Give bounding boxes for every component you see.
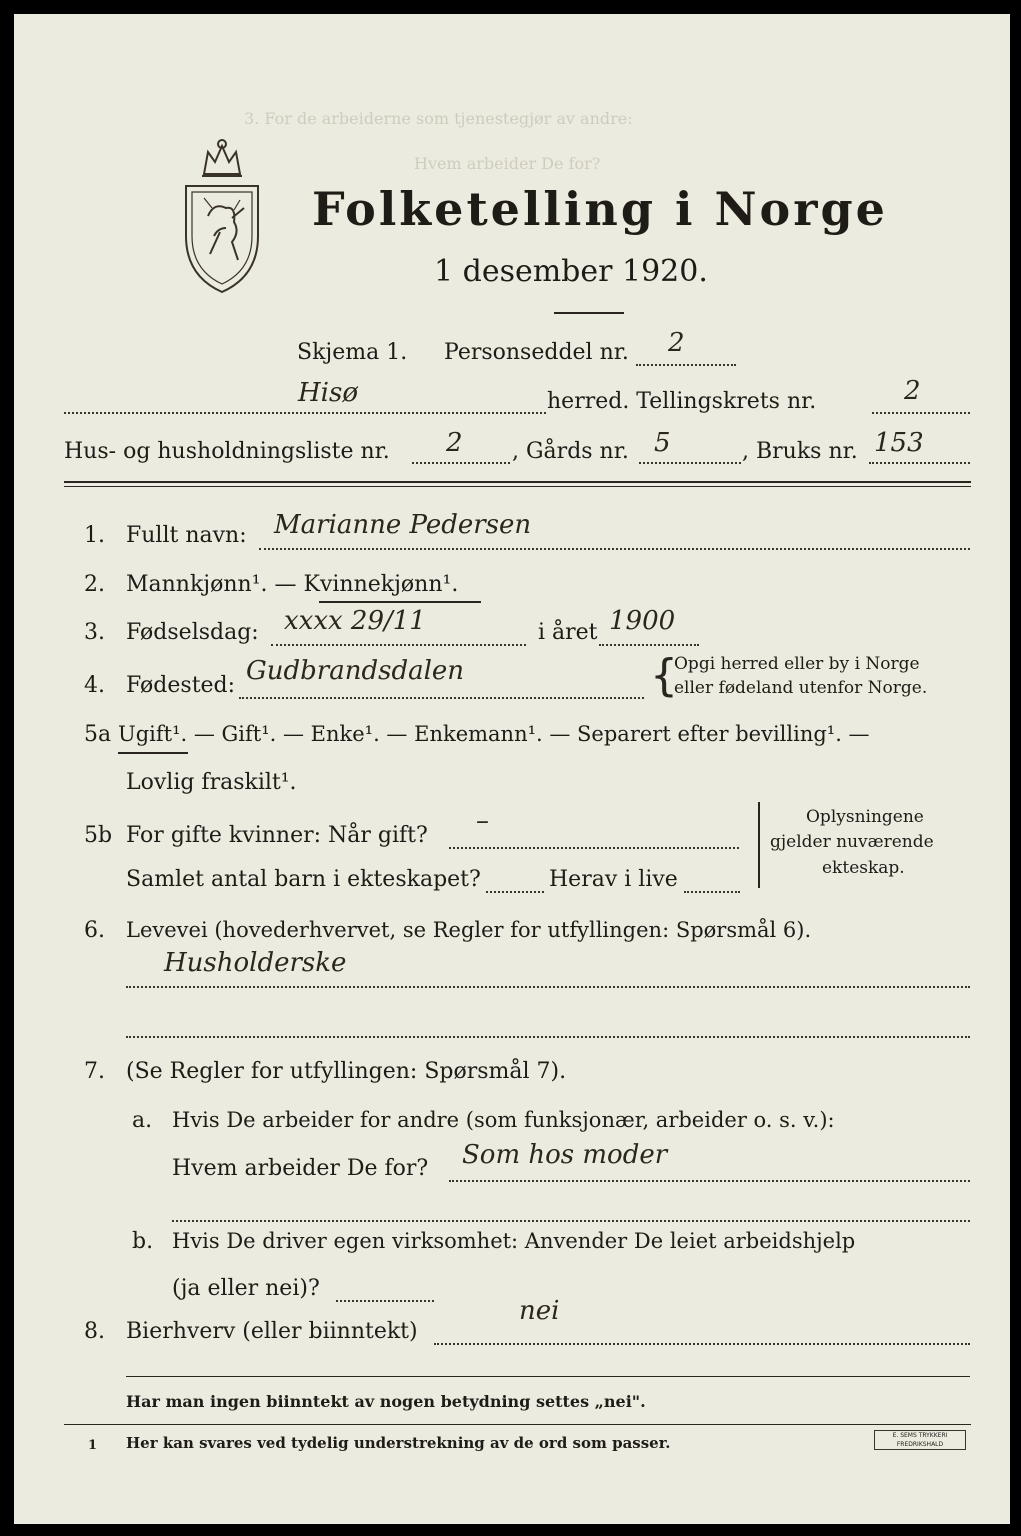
q7a-line2-rule — [172, 1220, 970, 1222]
q5b-line1 — [449, 847, 739, 849]
ugift-underline — [118, 752, 188, 754]
herred-line — [64, 412, 546, 414]
q7a-line — [449, 1180, 970, 1182]
q5b-label2: Samlet antal barn i ekteskapet? — [126, 867, 481, 892]
q6-line1 — [126, 986, 970, 988]
q5a-line2: Lovlig fraskilt¹. — [126, 770, 297, 795]
personseddel-label: Personseddel nr. — [444, 340, 629, 365]
q7b-line2: (ja eller nei)? — [172, 1276, 320, 1301]
q7b-line1: Hvis De driver egen virksomhet: Anvender De leiet arbeidshjelp — [172, 1229, 856, 1253]
form-title: Folketelling i Norge — [312, 182, 888, 236]
occupation-value: Husholderske — [164, 948, 347, 978]
footnote-mark: 1 — [88, 1438, 98, 1453]
q7a-line1: Hvis De arbeider for andre (som funksjonær, arbeider o. s. v.): — [172, 1108, 835, 1132]
herred-label: herred. Tellingskrets nr. — [547, 389, 817, 414]
gards-label: , Gårds nr. — [512, 439, 629, 464]
husholdning-label: Hus- og husholdningsliste nr. — [64, 439, 390, 464]
tellingskrets-line — [872, 412, 970, 414]
bleed-through-text: Hvem arbeider De for? — [414, 154, 601, 173]
divider — [554, 312, 624, 314]
employer-value: Som hos moder — [462, 1140, 668, 1170]
census-date: 1 desember 1920. — [434, 254, 708, 289]
footer-note: Har man ingen biinntekt av nogen betydning settes „nei". — [126, 1392, 646, 1411]
q6-number: 6. — [84, 918, 105, 943]
full-name-value: Marianne Pedersen — [274, 510, 532, 540]
q4-number: 4. — [84, 673, 105, 698]
year-label: i året — [538, 620, 598, 645]
q7b-line — [336, 1300, 434, 1302]
q8-number: 8. — [84, 1319, 105, 1344]
q3-label: Fødselsdag: — [126, 620, 259, 645]
q5b-note2: gjelder nuværende — [770, 832, 934, 852]
birthday-value: xxxx 29/11 — [284, 606, 426, 636]
coat-of-arms-icon — [174, 136, 270, 296]
gards-line — [639, 462, 741, 464]
q1-number: 1. — [84, 523, 105, 548]
q2-label: Mannkjønn¹. — Kvinnekjønn¹. — [126, 572, 459, 597]
herred-value: Hisø — [298, 378, 358, 408]
printer-stamp: E. SEMS TRYKKERI FREDRIKSHALD — [874, 1430, 966, 1450]
q6-line2 — [126, 1036, 970, 1038]
q7-label: (Se Regler for utfyllingen: Spørsmål 7). — [126, 1059, 567, 1084]
q4-note-line1: Opgi herred eller by i Norge — [674, 654, 920, 674]
footnote-rule — [64, 1424, 971, 1425]
married-date-value: – — [476, 806, 489, 836]
tellingskrets-value: 2 — [904, 376, 921, 406]
q7a-letter: a. — [132, 1108, 153, 1133]
gards-value: 5 — [654, 428, 671, 458]
q3-line — [271, 644, 526, 646]
bleed-through-text: 3. For de arbeiderne som tjenestegjør av andre: — [244, 109, 633, 128]
bruks-value: 153 — [874, 428, 924, 458]
husholdning-line — [412, 462, 510, 464]
q5a-number: 5a — [84, 722, 112, 747]
census-form-sheet — [14, 14, 1010, 1524]
q7a-line2: Hvem arbeider De for? — [172, 1156, 429, 1181]
skjema-label: Skjema 1. — [297, 340, 408, 365]
q5b-label1: For gifte kvinner: Når gift? — [126, 823, 428, 848]
q5a-line1: Ugift¹. — Gift¹. — Enke¹. — Enkemann¹. — Separert efter bevilling¹. — — [118, 722, 870, 746]
q8-line — [434, 1343, 970, 1345]
brace: { — [650, 650, 678, 701]
q5b-number: 5b — [84, 823, 113, 848]
header-rule — [64, 481, 971, 483]
side-income-value: nei — [519, 1296, 560, 1326]
q5b-line3 — [684, 891, 740, 893]
q5b-line2 — [486, 891, 544, 893]
birth-year-value: 1900 — [609, 606, 676, 636]
personseddel-line — [636, 364, 736, 366]
q3-number: 3. — [84, 620, 105, 645]
year-line — [599, 644, 699, 646]
kvinnekjonn-underline — [319, 601, 481, 603]
q1-label: Fullt navn: — [126, 523, 247, 548]
q5b-note3: ekteskap. — [822, 858, 905, 878]
q6-label: Levevei (hovederhvervet, se Regler for utfyllingen: Spørsmål 6). — [126, 918, 812, 942]
bruks-label: , Bruks nr. — [742, 439, 858, 464]
q7-number: 7. — [84, 1059, 105, 1084]
q4-line — [239, 697, 644, 699]
q4-label: Fødested: — [126, 673, 236, 698]
bruks-line — [869, 462, 970, 464]
birthplace-value: Gudbrandsdalen — [246, 656, 465, 686]
bracket — [758, 802, 760, 888]
header-rule — [64, 486, 971, 487]
footer-rule — [126, 1376, 970, 1377]
q5b-label3: Herav i live — [549, 867, 678, 892]
q2-number: 2. — [84, 572, 105, 597]
q5b-note1: Oplysningene — [806, 807, 924, 827]
q7b-letter: b. — [132, 1229, 154, 1254]
footnote-text: Her kan svares ved tydelig understrekning av de ord som passer. — [126, 1434, 671, 1452]
personseddel-value: 2 — [668, 328, 685, 358]
q4-note-line2: eller fødeland utenfor Norge. — [674, 678, 928, 698]
husholdning-value: 2 — [446, 428, 463, 458]
q1-line — [259, 548, 970, 550]
q8-label: Bierhverv (eller biinntekt) — [126, 1319, 418, 1344]
